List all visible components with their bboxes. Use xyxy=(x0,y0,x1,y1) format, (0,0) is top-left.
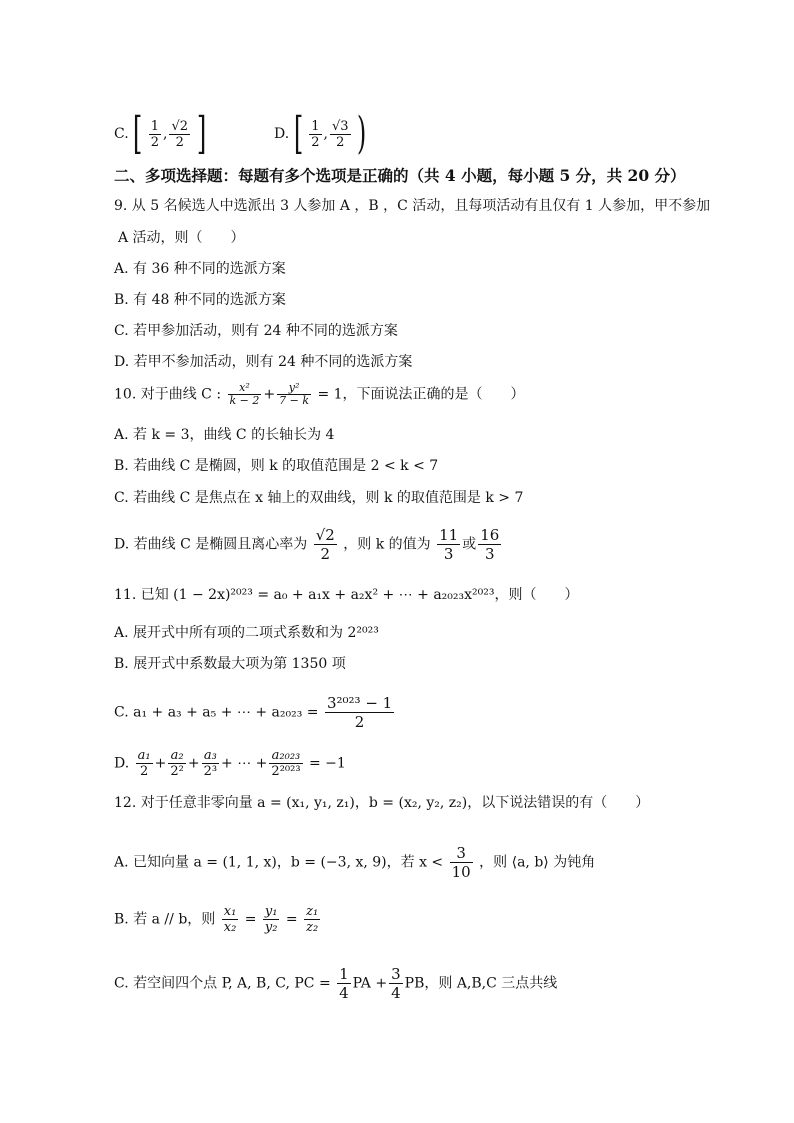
fraction xyxy=(277,382,311,407)
right-bracket: ) xyxy=(356,108,367,159)
numerator: 11 xyxy=(439,526,459,544)
fraction xyxy=(437,526,460,563)
fraction xyxy=(269,748,302,779)
option-text: B. 若 a // b，则 xyxy=(114,911,216,928)
q11-option-b: B. 展开式中系数最大项为第 1350 项 xyxy=(114,656,346,672)
q9-stem-line1: 9. 从 5 名候选人中选派出 3 人参加 A ，B ，C 活动，且每项活动有且仅有 1 人参加，甲不参加 xyxy=(114,198,711,214)
denominator: 2 xyxy=(336,134,345,150)
denominator: 4 xyxy=(391,984,401,1002)
q12-option-b: B. 若 a // b，则 $\frac{\text{x₁}}{\text{x₂}}$ = $\frac{\text{y₁}}{\text{y₂}}$ = $\frac{\text{z₁}}{\text{z₂}}$ xyxy=(114,904,319,935)
numerator: √2 xyxy=(315,526,335,544)
operator: + ⋯ + xyxy=(221,755,268,772)
fraction xyxy=(314,526,337,563)
denominator: y₂ xyxy=(264,920,278,935)
denominator: 7 − k xyxy=(279,394,309,407)
fraction xyxy=(478,526,501,563)
numerator: 16 xyxy=(480,526,500,544)
option-text: D. 若曲线 C 是椭圆且离心率为 xyxy=(114,536,308,553)
left-bracket: [ xyxy=(132,108,143,159)
q9-option-b: B. 有 48 种不同的选派方案 xyxy=(114,292,286,308)
operator: + xyxy=(263,386,276,403)
q11-stem: 11. 已知 (1 − 2x)²⁰²³ = a₀ + a₁x + a₂x² + ⋯ + a₂₀₂₃x²⁰²³，则（ ） xyxy=(114,587,579,603)
denominator: 2 xyxy=(311,134,320,150)
numerator: 1 xyxy=(311,118,320,134)
denominator: 10 xyxy=(451,863,471,881)
q9-option-d: D. 若甲不参加活动，则有 24 种不同的选派方案 xyxy=(114,354,413,370)
denominator: 2 xyxy=(139,764,149,779)
fraction xyxy=(136,748,153,779)
numerator: √2 xyxy=(171,118,189,134)
option-text: = −1 xyxy=(309,755,346,772)
option-label: C. xyxy=(114,126,129,142)
numerator: 1 xyxy=(150,118,160,134)
fraction xyxy=(222,904,239,935)
fraction xyxy=(149,119,161,150)
option-text: A. 已知向量 a = (1, 1, x)，b = (−3, x, 9)，若 x < xyxy=(114,854,444,871)
option-text: C. a₁ + a₃ + a₅ + ⋯ + a₂₀₂₃ = xyxy=(114,704,319,721)
fraction xyxy=(168,748,185,779)
q10-stem xyxy=(114,382,525,407)
section-header: 二、多项选择题：每题有多个选项是正确的（共 4 小题，每小题 5 分，共 20 分） xyxy=(114,166,686,185)
option-text: C. 若空间四个点 P, A, B, C, PC = xyxy=(114,975,331,992)
numerator: 3 xyxy=(450,844,473,863)
q12-stem: 12. 对于任意非零向量 a = (x₁, y₁, z₁)，b = (x₂, y₂, z₂)，以下说法错误的有（ ） xyxy=(114,795,650,811)
fraction xyxy=(309,119,321,150)
denominator: k − 2 xyxy=(229,394,260,407)
q11-option-a: A. 展开式中所有项的二项式系数和为 2²⁰²³ xyxy=(114,625,379,641)
denominator: 2³ xyxy=(203,764,218,779)
option-text: ，则 k 的值为 xyxy=(343,536,431,553)
option-label: D. xyxy=(114,755,130,772)
option-text: PB，则 A,B,C 三点共线 xyxy=(404,975,558,992)
left-bracket: [ xyxy=(293,108,303,159)
fraction xyxy=(325,694,394,731)
fraction xyxy=(389,965,403,1002)
denominator: 4 xyxy=(339,984,349,1002)
numerator: √3 xyxy=(332,118,349,134)
q12-option-c xyxy=(114,965,557,1002)
numerator: x₁ xyxy=(223,904,237,919)
q11-option-d: D. $\frac{\text{a₁}}{2}$ + $\frac{\text{a₂}}{\text{2²}}$ + $\frac{\text{a₃}}{\text{2³}}$ + ⋯ + $\frac{\text{a₂₀₂₃}}{\text{2²⁰²³}}$ = −1 xyxy=(114,748,346,779)
option-text: ，则 ⟨a, b⟩ 为钝角 xyxy=(479,854,596,871)
option-prev-c xyxy=(114,108,206,159)
q10-option-d xyxy=(114,526,503,563)
numerator: a₁ xyxy=(137,748,151,763)
denominator: 3 xyxy=(484,545,495,563)
numerator: a₂₀₂₃ xyxy=(269,748,302,764)
numerator: 1 xyxy=(339,965,349,983)
fraction xyxy=(169,119,190,150)
option-label: D. xyxy=(274,126,290,142)
numerator: a₃ xyxy=(202,748,219,764)
fraction xyxy=(228,382,262,407)
numerator: 3 xyxy=(391,965,401,983)
fraction xyxy=(450,844,473,881)
option-prev-d xyxy=(274,108,367,159)
separator: , xyxy=(163,126,168,142)
denominator: 2 xyxy=(175,134,184,150)
denominator: 2 xyxy=(354,713,365,731)
denominator: 2²⁰²³ xyxy=(271,764,301,779)
numerator: 3²⁰²³ − 1 xyxy=(326,694,393,712)
q9-option-c: C. 若甲参加活动，则有 24 种不同的选派方案 xyxy=(114,323,398,339)
fraction xyxy=(330,119,351,150)
q10-option-c: C. 若曲线 C 是焦点在 x 轴上的双曲线，则 k 的取值范围是 k > 7 xyxy=(114,490,524,506)
q10-option-b: B. 若曲线 C 是椭圆，则 k 的取值范围是 2 < k < 7 xyxy=(114,458,439,474)
option-text: 或 xyxy=(462,536,477,553)
denominator: 2 xyxy=(150,134,160,150)
denominator: x₂ xyxy=(223,920,237,935)
q10-stem-prefix: 10. 对于曲线 C : xyxy=(114,386,222,403)
fraction xyxy=(263,904,280,935)
fraction xyxy=(337,965,351,1002)
fraction xyxy=(202,748,219,779)
denominator: z₂ xyxy=(306,920,319,935)
q10-option-a: A. 若 k = 3，曲线 C 的长轴长为 4 xyxy=(114,427,335,443)
option-text: PA + xyxy=(352,975,388,992)
q12-option-a xyxy=(114,844,595,881)
q9-option-a: A. 有 36 种不同的选派方案 xyxy=(114,261,286,277)
denominator: 2 xyxy=(320,545,331,563)
numerator: x² xyxy=(228,382,262,395)
q10-stem-suffix: = 1，下面说法正确的是（ ） xyxy=(317,386,525,403)
denominator: 2² xyxy=(170,764,184,779)
denominator: 3 xyxy=(443,545,454,563)
fraction xyxy=(304,904,320,935)
numerator: y₁ xyxy=(264,904,278,919)
numerator: y² xyxy=(277,382,311,395)
q11-option-c xyxy=(114,694,396,731)
right-bracket: ] xyxy=(196,108,206,159)
numerator: a₂ xyxy=(168,748,185,764)
separator: , xyxy=(323,126,328,142)
q9-stem-line2: A 活动，则（ ） xyxy=(118,230,245,246)
numerator: z₁ xyxy=(306,904,319,919)
